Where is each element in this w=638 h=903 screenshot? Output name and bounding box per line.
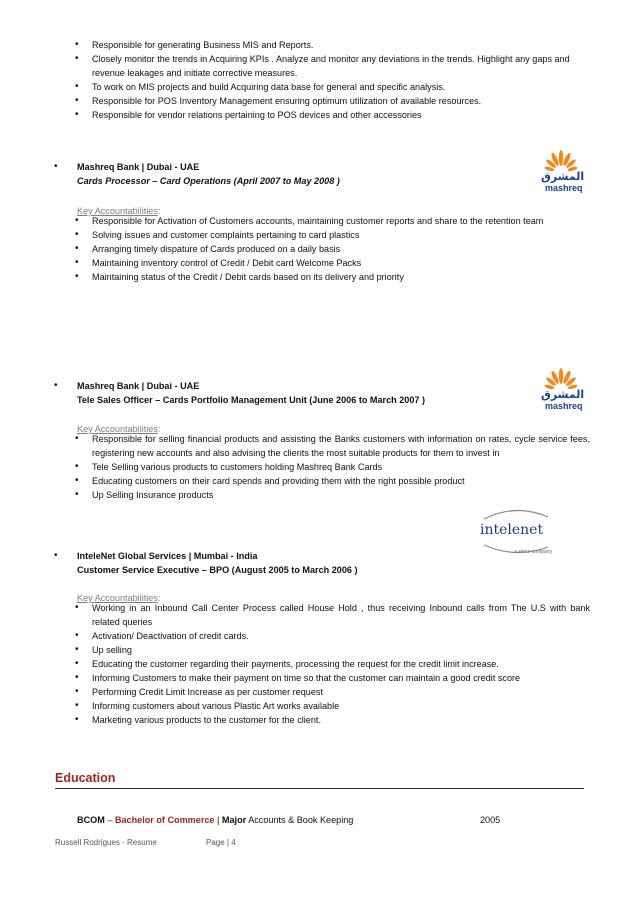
job3-list — [70, 601, 590, 727]
section-title-education: Education — [55, 771, 116, 785]
mashreq-logo-latin: mashreq — [545, 183, 583, 193]
job-bullet-icon: • — [54, 380, 58, 391]
top-responsibility-list — [70, 38, 590, 122]
education-degree: BCOM — [77, 815, 105, 825]
list-item: • Informing customers about various Plastic Art works available — [70, 699, 590, 713]
job-bullet-icon: • — [54, 161, 58, 172]
list-item: • Tele Selling various products to customers holding Mashreq Bank Cards — [70, 460, 590, 474]
list-item: • Performing Credit Limit Increase as per customer request — [70, 685, 590, 699]
footer-name: Russell Rodrigues - Resume — [55, 838, 157, 847]
intelenet-logo-name: intelenet — [480, 522, 544, 538]
mashreq-logo-2 — [525, 366, 595, 416]
list-item: • Informing Customers to make their payment on time so that the customer can maintain a good credit score — [70, 671, 590, 685]
job2-ka: Key Accountabilities: — [77, 424, 161, 434]
job3-ka-label: Key Accountabilities — [77, 593, 158, 603]
list-item: • Closely monitor the trends in Acquiring KPIs . Analyze and monitor any deviations in the trends. Highlight any gaps and revenue leakages and initiate corrective measures. — [70, 52, 590, 80]
job1-company: Mashreq Bank | Dubai - UAE — [77, 162, 200, 172]
list-item: • Marketing various products to the customer for the client. — [70, 713, 590, 727]
mashreq-logo-arabic: المشرق — [541, 170, 585, 183]
list-item: • Responsible for selling financial products and assisting the Banks customers with information on rates, cycle service fees, registering new accounts and also advising the clients the most suitable products for them to invest in — [70, 432, 590, 460]
job3-ka: Key Accountabilities: — [77, 593, 161, 603]
list-item: • Responsible for generating Business MIS and Reports. — [70, 38, 590, 52]
mashreq-logo-latin: mashreq — [545, 401, 583, 411]
list-item: • Responsible for vendor relations pertaining to POS devices and other accessories — [70, 108, 590, 122]
job2-list — [70, 432, 590, 502]
intelenet-logo-tagline: a serco company — [514, 549, 553, 555]
job1-ka-label: Key Accountabilities — [77, 206, 158, 216]
education-dash: – — [104, 815, 115, 825]
list-item: • Activation/ Deactivation of credit cards. — [70, 629, 590, 643]
job3-role: Customer Service Executive – BPO (August 2005 to March 2006 ) — [77, 565, 358, 575]
education-major-label: Major — [221, 815, 247, 825]
job1-ka: Key Accountabilities: — [77, 206, 161, 216]
intelenet-logo — [476, 505, 554, 561]
footer-page-number: Page | 4 — [206, 838, 236, 847]
list-item: • Arranging timely dispature of Cards produced on a daily basis — [70, 242, 590, 256]
mashreq-logo-1 — [525, 148, 595, 198]
list-item: • To work on MIS projects and build Acquiring data base for general and specific analysis. — [70, 80, 590, 94]
job2-header — [77, 379, 527, 407]
job2-role: Tele Sales Officer – Cards Portfolio Management Unit (June 2006 to March 2007 ) — [77, 395, 426, 405]
list-item: • Educating customers on their card spends and providing them with the right possible product — [70, 474, 590, 488]
list-item: • Responsible for POS Inventory Management ensuring optimum utilization of available resources. — [70, 94, 590, 108]
section-divider — [55, 788, 584, 789]
list-item: • Up Selling Insurance products — [70, 488, 590, 502]
job2-company: Mashreq Bank | Dubai - UAE — [77, 381, 200, 391]
education-degree-full: Bachelor of Commerce — [114, 815, 215, 825]
education-major: Accounts & Book Keeping — [246, 815, 354, 825]
list-item: • Solving issues and customer complaints pertaining to card plastics — [70, 228, 590, 242]
list-item: • Responsible for Activation of Customers accounts, maintaining customer reports and share to the retention team — [70, 214, 590, 228]
job1-role: Cards Processor – Card Operations (April 2007 to May 2008 ) — [77, 176, 340, 186]
list-item: • Educating the customer regarding their payments, processing the request for the credit limit increase. — [70, 657, 590, 671]
list-item: • Maintaining inventory control of Credit / Debit card Welcome Packs — [70, 256, 590, 270]
education-year: 2005 — [480, 815, 501, 825]
job1-header — [77, 160, 517, 188]
job3-header — [77, 549, 477, 577]
education-entry — [77, 813, 507, 827]
job-bullet-icon: • — [54, 550, 58, 561]
job2-ka-label: Key Accountabilities — [77, 424, 158, 434]
job1-list — [70, 214, 590, 284]
job3-company: InteleNet Global Services | Mumbai - India — [77, 551, 258, 561]
list-item: • Working in an Inbound Call Center Process called House Hold , thus receiving Inbound calls from The U.S with bank related queries — [70, 601, 590, 629]
list-item: • Up selling — [70, 643, 590, 657]
mashreq-logo-arabic: المشرق — [541, 388, 585, 401]
list-item: • Maintaining status of the Credit / Debit cards based on its delivery and priority — [70, 270, 590, 284]
education-sep: | — [214, 815, 222, 825]
